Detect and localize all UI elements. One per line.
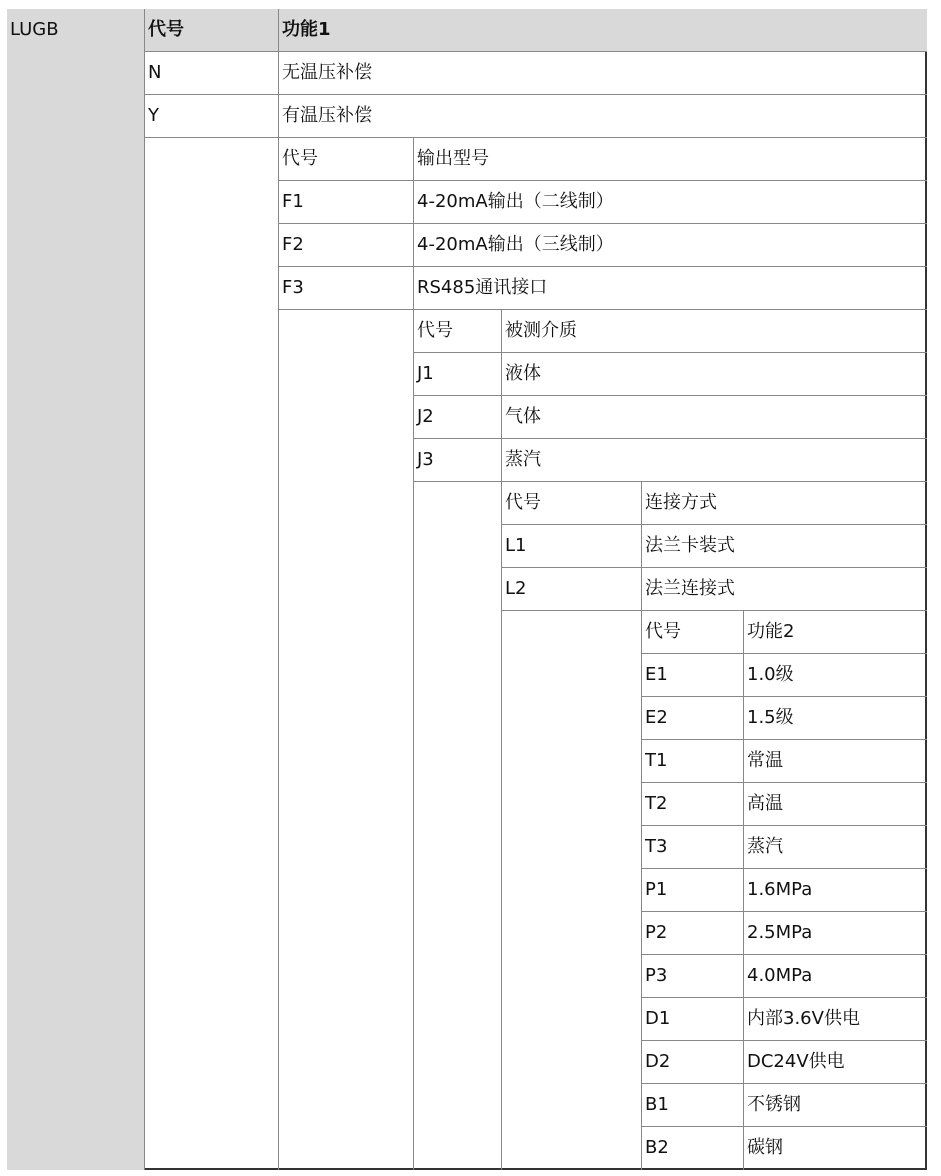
level5-code: B1 [642,1084,744,1127]
level2-name: 4-20mA输出（二线制） [414,181,927,224]
level2-code: F1 [279,181,414,224]
level1-name: 无温压补偿 [279,52,927,95]
level3-name-header: 被测介质 [502,310,927,353]
level3-code: J1 [414,353,502,396]
level4-name: 法兰连接式 [642,568,927,611]
level5-code: P1 [642,869,744,912]
level2-code-header: 代号 [279,138,414,181]
level5-name: 1.5级 [744,697,927,740]
level2-code: F2 [279,224,414,267]
model-cell: LUGB [7,9,145,1170]
level5-name-header: 功能2 [744,611,927,654]
level2-name: RS485通讯接口 [414,267,927,310]
model-selection-table [7,9,927,1170]
level5-code: B2 [642,1127,744,1170]
level5-name: 1.6MPa [744,869,927,912]
level2-name: 4-20mA输出（三线制） [414,224,927,267]
level4-name-header: 连接方式 [642,482,927,525]
level4-code-header: 代号 [502,482,642,525]
level5-code: T3 [642,826,744,869]
level4-spacer [502,611,642,1170]
level5-code-header: 代号 [642,611,744,654]
level3-spacer [414,482,502,1170]
level5-code: D2 [642,1041,744,1084]
level3-name: 蒸汽 [502,439,927,482]
level1-name-header: 功能1 [279,9,927,52]
level3-code: J3 [414,439,502,482]
level5-name: 1.0级 [744,654,927,697]
level4-code: L2 [502,568,642,611]
level4-code: L1 [502,525,642,568]
level5-code: E1 [642,654,744,697]
level1-code: N [145,52,279,95]
level5-name: 4.0MPa [744,955,927,998]
level1-code-header: 代号 [145,9,279,52]
level2-name-header: 输出型号 [414,138,927,181]
level3-name: 气体 [502,396,927,439]
level4-name: 法兰卡装式 [642,525,927,568]
level5-code: T2 [642,783,744,826]
level2-code: F3 [279,267,414,310]
level5-code: P3 [642,955,744,998]
level5-name: 蒸汽 [744,826,927,869]
level5-name: 2.5MPa [744,912,927,955]
level3-name: 液体 [502,353,927,396]
level1-name: 有温压补偿 [279,95,927,138]
level5-name: 内部3.6V供电 [744,998,927,1041]
level1-spacer [145,138,279,1170]
level5-name: DC24V供电 [744,1041,927,1084]
level5-code: D1 [642,998,744,1041]
level5-name: 碳钢 [747,1137,783,1158]
level5-code: E2 [642,697,744,740]
level5-code: P2 [642,912,744,955]
level1-code: Y [145,95,279,138]
level5-name: 高温 [744,783,927,826]
level5-name: 常温 [744,740,927,783]
level5-code: T1 [642,740,744,783]
level3-code: J2 [414,396,502,439]
level2-spacer [279,310,414,1170]
level5-name: 不锈钢 [744,1084,927,1127]
level3-code-header: 代号 [414,310,502,353]
